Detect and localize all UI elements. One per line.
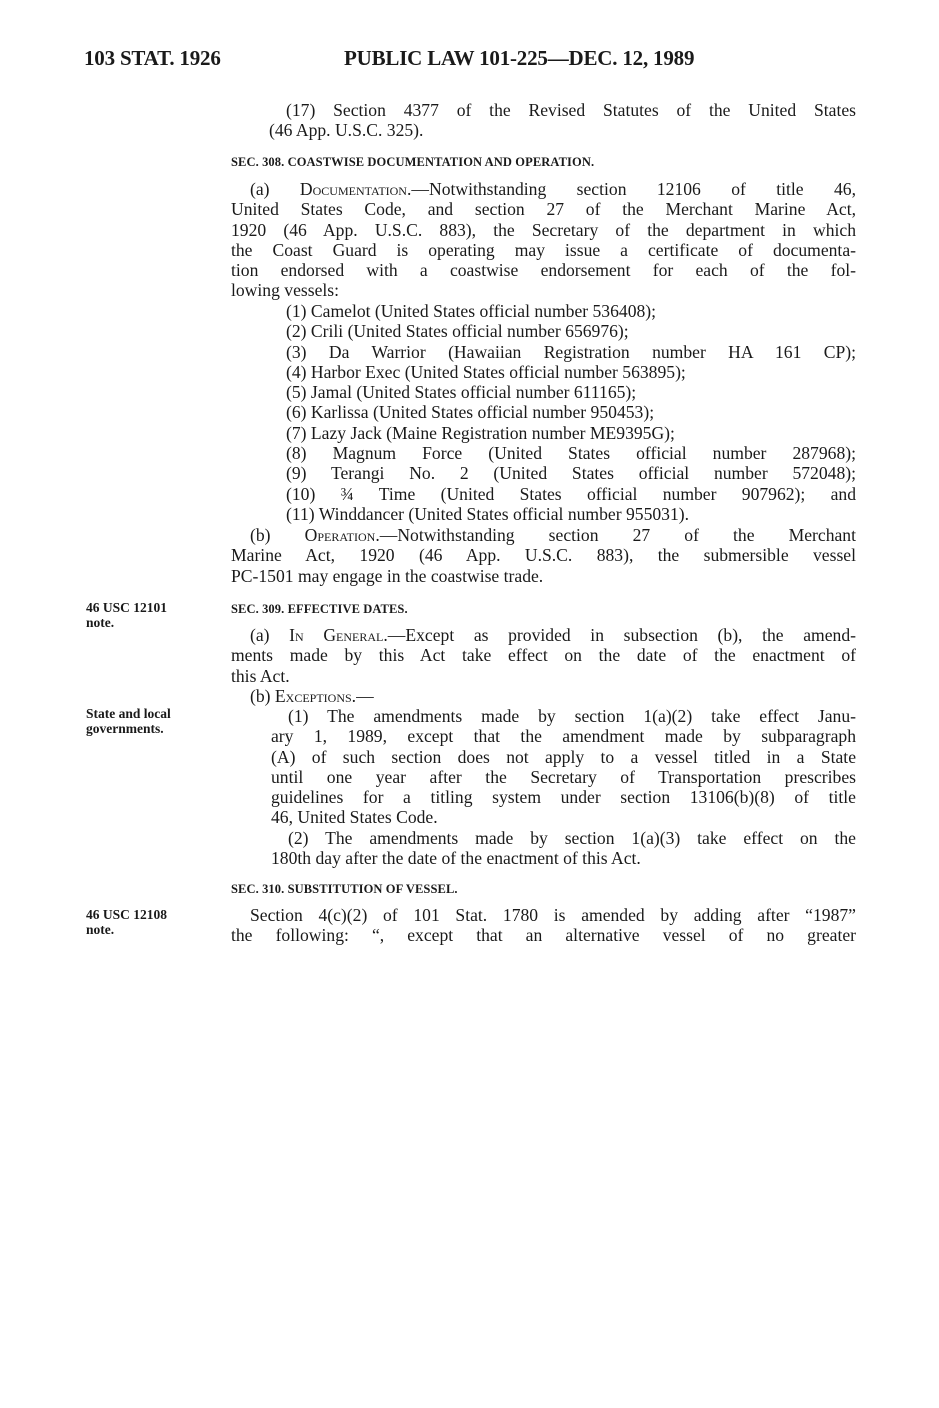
intro-item (231, 100, 856, 141)
intro-line-1: (17) Section 4377 of the Revised Statutes of the United States (286, 100, 856, 120)
vessel-item: (6) Karlissa (United States official number 950453); (286, 402, 655, 423)
law-title: PUBLIC LAW 101-225—DEC. 12, 1989 (344, 46, 695, 70)
section-310-heading: SEC. 310. SUBSTITUTION OF VESSEL. (231, 882, 458, 896)
section-308-a-line-1: (a) Documentation.—Notwithstanding section 12106 of title 46, (250, 179, 856, 199)
vessel-item: (8) Magnum Force (United States official number 287968); (286, 443, 856, 464)
subsection-label: Documentation. (299, 179, 412, 199)
section-310-body (231, 905, 856, 946)
section-308-b (231, 525, 856, 586)
section-308-a-line: tion endorsed with a coastwise endorsement for each of the fol- (231, 260, 856, 281)
vessel-item: (5) Jamal (United States official number 611165); (286, 382, 637, 403)
section-308-a-line: 1920 (46 App. U.S.C. 883), the Secretary of the department in which (231, 219, 856, 240)
section-309-a-line-2: ments made by this Act take effect on the date of the enactment of (231, 645, 856, 666)
vessel-item: (7) Lazy Jack (Maine Registration number ME9395G); (286, 422, 675, 443)
subsection-label: Exceptions. (274, 685, 357, 706)
vessel-item: (3) Da Warrior (Hawaiian Registration number HA 161 CP); (286, 341, 856, 362)
section-309-b-1-line: until one year after the Secretary of Transportation prescribes (271, 766, 856, 787)
section-308-a-line: lowing vessels: (231, 280, 340, 301)
section-309-a-line-3: this Act. (231, 665, 290, 686)
section-309-b-1-line: (1) The amendments made by section 1(a)(2) take effect Janu- (288, 706, 856, 726)
section-309-b-1-line: ary 1, 1989, except that the amendment made by subparagraph (271, 726, 856, 747)
section-309-b-heading: (b) Exceptions.— (250, 685, 374, 706)
margin-note-310: 46 USC 12108 note. (86, 907, 168, 937)
section-309-b-1 (271, 706, 856, 868)
section-308-b-line-3: PC-1501 may engage in the coastwise trade. (231, 565, 544, 586)
vessel-item: (1) Camelot (United States official number 536408); (286, 301, 657, 321)
margin-note-state-local: State and local governments. (86, 706, 171, 736)
vessel-item: (10) ¾ Time (United States official number 907962); and (286, 483, 856, 504)
section-309-a (231, 625, 856, 706)
section-308-b-line-2: Marine Act, 1920 (46 App. U.S.C. 883), the submersible vessel (231, 545, 856, 566)
section-309-b-1-line: guidelines for a titling system under section 13106(b)(8) of title (271, 787, 856, 808)
intro-line-2: (46 App. U.S.C. 325). (269, 120, 424, 141)
vessel-item: (2) Crili (United States official number 656976); (286, 321, 629, 342)
section-309-b-1-line: (A) of such section does not apply to a vessel titled in a State (271, 746, 856, 767)
section-308-heading: SEC. 308. COASTWISE DOCUMENTATION AND OPERATION. (231, 155, 595, 169)
section-309-b-1-line: 46, United States Code. (271, 807, 438, 828)
section-310-line-1: Section 4(c)(2) of 101 Stat. 1780 is amended by adding after “1987” (250, 905, 856, 925)
section-308-a-line: the Coast Guard is operating may issue a certificate of documenta- (231, 239, 856, 260)
section-309-heading: SEC. 309. EFFECTIVE DATES. (231, 602, 408, 616)
vessel-item: (9) Terangi No. 2 (United States official number 572048); (286, 463, 856, 484)
subsection-label: Operation. (304, 525, 380, 545)
vessel-list (286, 301, 856, 524)
section-308-a (231, 179, 856, 301)
subsection-label: In General. (289, 625, 388, 645)
section-309-b-2-line-1: (2) The amendments made by section 1(a)(3) take effect on the (288, 827, 856, 848)
section-309-b-2-line-2: 180th day after the date of the enactment of this Act. (271, 848, 641, 869)
section-310-line-2: the following: “, except that an alternative vessel of no greater (231, 925, 856, 946)
section-308-b-line-1: (b) Operation.—Notwithstanding section 27 of the Merchant (250, 525, 856, 545)
section-308-a-line: United States Code, and section 27 of the Merchant Marine Act, (231, 199, 856, 220)
vessel-item: (4) Harbor Exec (United States official number 563895); (286, 361, 686, 382)
section-309-a-line-1: (a) In General.—Except as provided in subsection (b), the amend- (250, 625, 856, 645)
page-reference: 103 STAT. 1926 (84, 46, 221, 70)
margin-note-309: 46 USC 12101 note. (86, 600, 168, 630)
vessel-item: (11) Winddancer (United States official number 955031). (286, 503, 690, 524)
